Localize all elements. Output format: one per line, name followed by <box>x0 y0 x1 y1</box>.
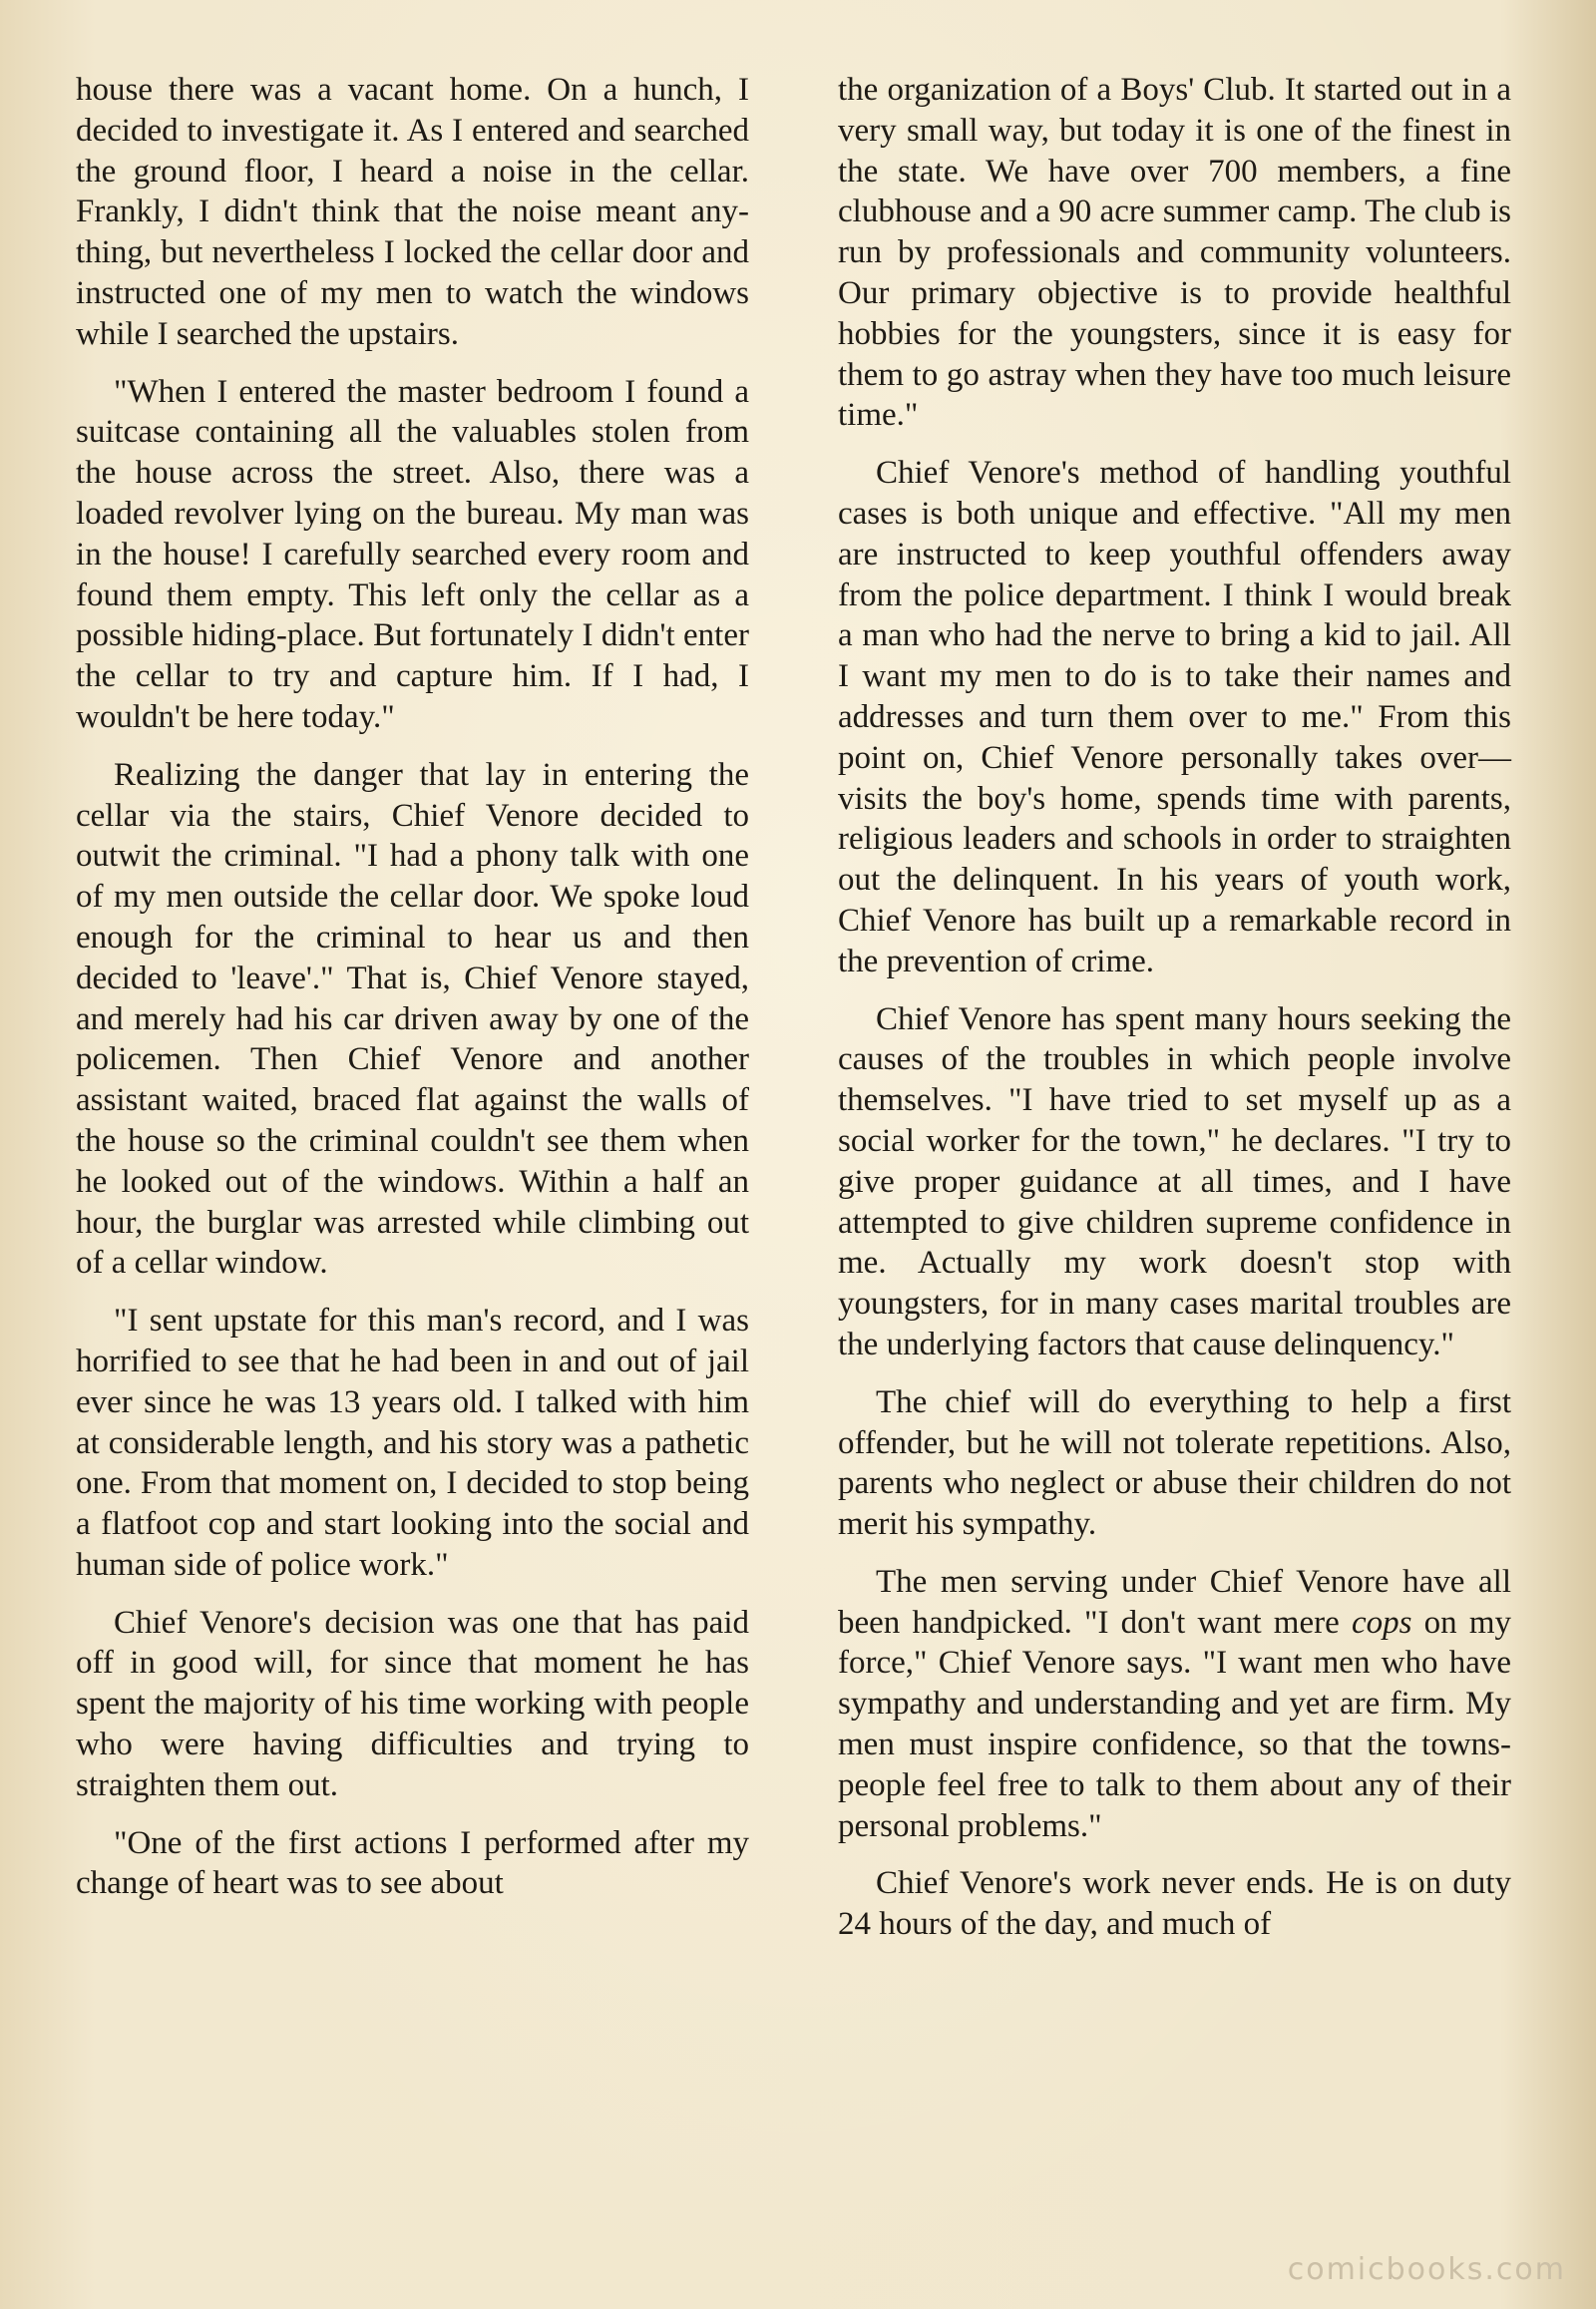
paragraph: house there was a vacant home. On a hunch, I decided to investigate it. As I entered and searched the ground floor, I heard a noise in the cellar. Frankly, I didn't think that the noise meant anything, but nevertheless I locked the cellar door and instructed one of my men to watch the windows while I searched the upstairs. <box>76 72 749 352</box>
paragraph: Chief Venore's method of handling youthful cases is both unique and effective. "All my men are instructed to keep youthful offenders away from the police department. I think I would break a man who had the nerve to bring a kid to jail. All I want my men to do is to take their names and addresses and turn them over to me." From this point on, Chief Venore personally takes over—visits the boy's home, spends time with parents, religious leaders and schools in order to straighten out the delinquent. In his years of youth work, Chief Venore has built up a remarkable record in the prevention of crime. <box>838 455 1511 979</box>
paragraph: the organization of a Boys' Club. It started out in a very small way, but today it is one of the finest in the state. We have over 700 members, a fine clubhouse and a 90 acre summer camp. The club is run by professionals and community volunteers. Our primary objective is to provide healthful hobbies for the youngsters, since it is easy for them to go astray when they have too much leisure time." <box>838 72 1511 434</box>
paragraph: Chief Venore has spent many hours seeking the causes of the troubles in which people involve themselves. "I have tried to set myself up as a social worker for the town," he declares. "I try to give proper guidance at all times, and I have attempted to give children supreme confidence in me. Actually my work doesn't stop with youngsters, for in many cases marital troubles are the underlying factors that cause delinquency." <box>838 1000 1511 1362</box>
paragraph: Chief Venore's decision was one that has paid off in good will, for since that moment he has spent the majority of his time working with people who were having difficulties and trying to straighten them out. <box>76 1604 749 1803</box>
emphasized-word: cops <box>1351 1604 1412 1641</box>
paragraph-text: on my force," Chief Venore says. "I want men who have sympathy and understanding and yet are firm. My men must inspire confidence, so that the townspeople feel free to talk to them about any of their personal problems." <box>838 1604 1511 1844</box>
paragraph: Realizing the danger that lay in entering the cellar via the stairs, Chief Venore decided to outwit the criminal. "I had a phony talk with one of my men outside the cellar door. We spoke loud enough for the criminal to hear us and then decided to 'leave'." That is, Chief Venore stayed, and merely had his car driven away by one of the policemen. Then Chief Venore and another assistant waited, braced flat against the walls of the house so the criminal couldn't see them when he looked out of the windows. Within a half an hour, the burglar was arrested while climbing out of a cellar window. <box>76 756 749 1282</box>
paragraph: Chief Venore's work never ends. He is on duty 24 hours of the day, and much of <box>838 1865 1511 1943</box>
paragraph: "One of the first actions I performed after my change of heart was to see about <box>76 1824 749 1902</box>
paragraph: The chief will do everything to help a first offender, but he will not tolerate repetitions. Also, parents who neglect or abuse their children do not merit his sympathy. <box>838 1383 1511 1543</box>
right-text-column <box>838 70 1511 1962</box>
paragraph <box>838 1562 1511 1847</box>
watermark: comicbooks.com <box>1287 2252 1566 2287</box>
paragraph-text: The men serving under Chief Venore have all been handpicked. "I don't want mere <box>838 1563 1511 1641</box>
left-text-column <box>76 70 749 1921</box>
paragraph: "When I entered the master bedroom I found a suitcase containing all the valuables stolen from the house across the street. Also, there was a loaded revolver lying on the bureau. My man was in the house! I carefully searched every room and found them empty. This left only the cellar as a possible hiding-place. But fortunately I didn't enter the cellar to try and capture him. If I had, I wouldn't be here today." <box>76 373 749 735</box>
paragraph: "I sent upstate for this man's record, and I was horrified to see that he had been in and out of jail ever since he was 13 years old. I talked with him at considerable length, and his story was a pathetic one. From that moment on, I decided to stop being a flatfoot cop and start looking into the social and human side of police work." <box>76 1303 749 1583</box>
